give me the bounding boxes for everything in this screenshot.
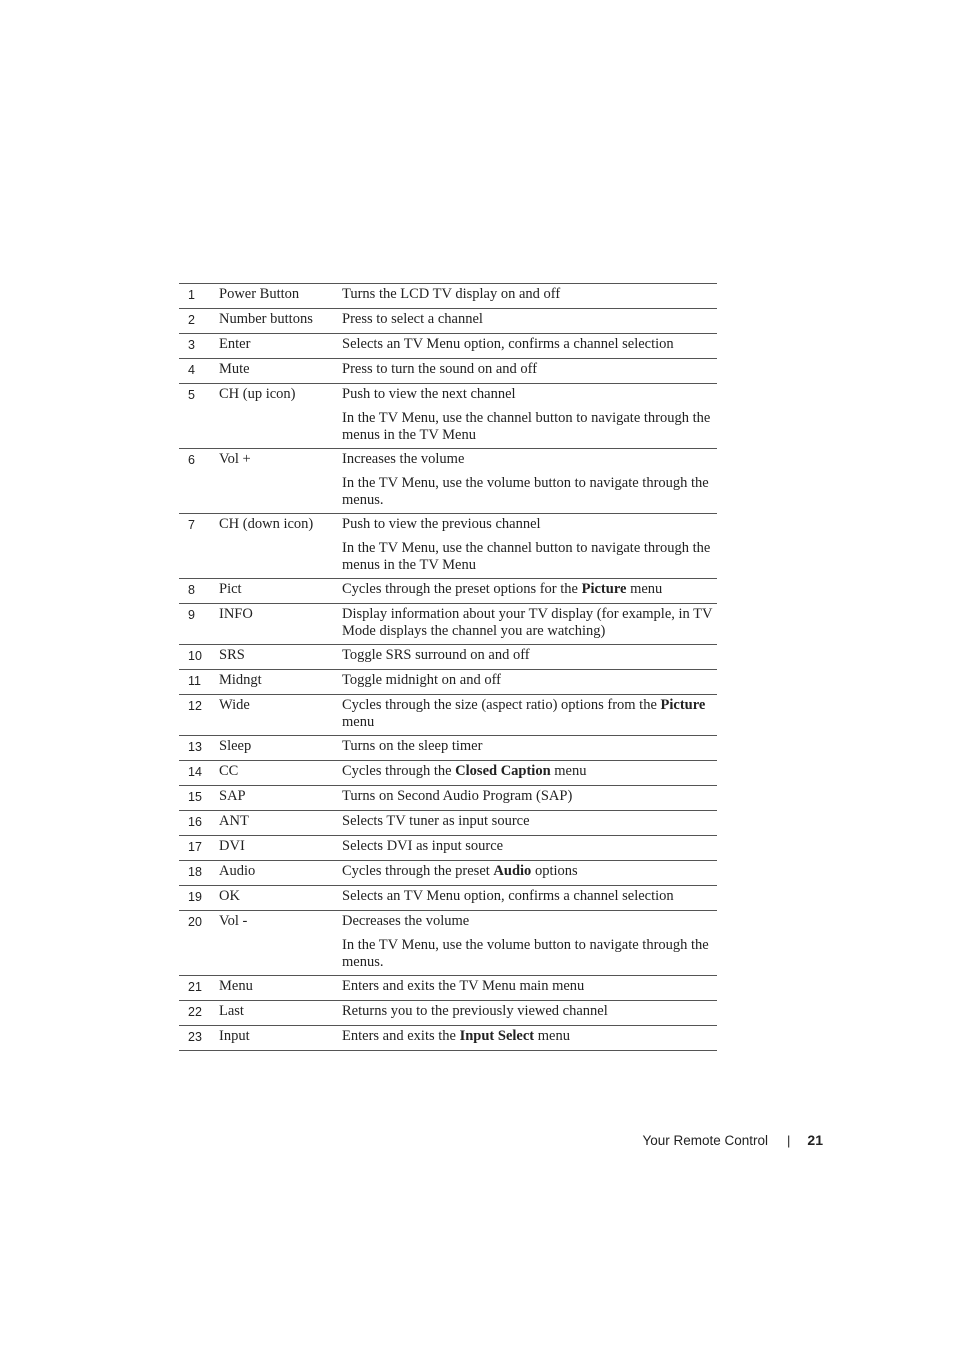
description-text: Press to select a channel bbox=[342, 311, 483, 327]
description-text: menu bbox=[626, 581, 663, 597]
description-text: Cycles through the size (aspect ratio) options from the bbox=[342, 697, 661, 713]
button-description bbox=[342, 888, 717, 906]
table-row bbox=[179, 384, 717, 449]
button-description bbox=[342, 738, 717, 756]
description-paragraph bbox=[342, 1028, 717, 1045]
button-description bbox=[342, 672, 717, 690]
description-text: In the TV Menu, use the volume button to navigate through the menus. bbox=[342, 937, 709, 970]
button-description bbox=[342, 311, 717, 329]
button-description bbox=[342, 581, 717, 599]
button-name: Midngt bbox=[219, 672, 262, 688]
description-text: Display information about your TV display (for example, in TV Mode displays the channel you are watching) bbox=[342, 606, 713, 639]
description-text: Turns the LCD TV display on and off bbox=[342, 286, 561, 302]
page-footer bbox=[642, 1132, 823, 1148]
row-number: 20 bbox=[188, 915, 202, 929]
row-number: 10 bbox=[188, 649, 202, 663]
button-name: SRS bbox=[219, 647, 245, 663]
table-row bbox=[179, 514, 717, 579]
row-number: 22 bbox=[188, 1005, 202, 1019]
button-description bbox=[342, 451, 717, 509]
description-text: Push to view the previous channel bbox=[342, 516, 541, 532]
description-paragraph bbox=[342, 410, 717, 444]
row-number: 18 bbox=[188, 865, 202, 879]
table-row bbox=[179, 811, 717, 836]
table-row bbox=[179, 911, 717, 976]
button-name: DVI bbox=[219, 838, 245, 854]
description-paragraph bbox=[342, 361, 717, 378]
menu-name: Closed Caption bbox=[455, 763, 551, 779]
description-text: menu bbox=[550, 763, 587, 779]
button-description bbox=[342, 913, 717, 971]
row-number: 15 bbox=[188, 790, 202, 804]
table-row bbox=[179, 695, 717, 736]
description-paragraph bbox=[342, 813, 717, 830]
description-text: Returns you to the previously viewed channel bbox=[342, 1003, 608, 1019]
description-text: menu bbox=[342, 714, 375, 730]
description-text: In the TV Menu, use the volume button to navigate through the menus. bbox=[342, 475, 709, 508]
table-row bbox=[179, 736, 717, 761]
description-text: Enters and exits the TV Menu main menu bbox=[342, 978, 585, 994]
description-text: Cycles through the preset bbox=[342, 863, 494, 879]
description-paragraph bbox=[342, 311, 717, 328]
row-number: 16 bbox=[188, 815, 202, 829]
button-name: Mute bbox=[219, 361, 250, 377]
button-description bbox=[342, 286, 717, 304]
button-description bbox=[342, 516, 717, 574]
description-paragraph bbox=[342, 581, 717, 598]
description-text: Toggle SRS surround on and off bbox=[342, 647, 530, 663]
description-text: options bbox=[531, 863, 578, 879]
description-paragraph bbox=[342, 888, 717, 905]
description-text: Turns on Second Audio Program (SAP) bbox=[342, 788, 573, 804]
table-row bbox=[179, 861, 717, 886]
description-text: Selects an TV Menu option, confirms a channel selection bbox=[342, 888, 674, 904]
description-paragraph bbox=[342, 386, 717, 403]
table-row bbox=[179, 836, 717, 861]
button-description bbox=[342, 1028, 717, 1046]
menu-name: Picture bbox=[581, 581, 627, 597]
description-text: Decreases the volume bbox=[342, 913, 470, 929]
description-paragraph bbox=[342, 937, 717, 971]
button-name: Power Button bbox=[219, 286, 300, 302]
button-description bbox=[342, 763, 717, 781]
description-paragraph bbox=[342, 516, 717, 533]
button-name: Sleep bbox=[219, 738, 252, 754]
button-description bbox=[342, 647, 717, 665]
row-number: 11 bbox=[188, 674, 201, 688]
button-description bbox=[342, 336, 717, 354]
page-number: 21 bbox=[807, 1132, 823, 1148]
description-text: Enters and exits the bbox=[342, 1028, 460, 1044]
row-number: 13 bbox=[188, 740, 202, 754]
description-text: Toggle midnight on and off bbox=[342, 672, 502, 688]
description-text: Cycles through the bbox=[342, 763, 456, 779]
description-paragraph bbox=[342, 475, 717, 509]
table-row bbox=[179, 449, 717, 514]
button-description bbox=[342, 978, 717, 996]
description-paragraph bbox=[342, 286, 717, 303]
footer-separator: | bbox=[787, 1132, 791, 1148]
button-name: Input bbox=[219, 1028, 250, 1044]
button-name: CH (down icon) bbox=[219, 516, 314, 532]
description-paragraph bbox=[342, 788, 717, 805]
button-description bbox=[342, 838, 717, 856]
button-name: CC bbox=[219, 763, 239, 779]
button-name: SAP bbox=[219, 788, 246, 804]
button-name: INFO bbox=[219, 606, 253, 622]
description-paragraph bbox=[342, 838, 717, 855]
button-description bbox=[342, 361, 717, 379]
menu-name: Audio bbox=[493, 863, 532, 879]
button-name: Last bbox=[219, 1003, 244, 1019]
description-paragraph bbox=[342, 913, 717, 930]
row-number: 17 bbox=[188, 840, 202, 854]
table-row bbox=[179, 670, 717, 695]
description-paragraph bbox=[342, 978, 717, 995]
button-name: Enter bbox=[219, 336, 251, 352]
description-text: Selects an TV Menu option, confirms a channel selection bbox=[342, 336, 674, 352]
row-number: 7 bbox=[188, 518, 195, 532]
button-description bbox=[342, 863, 717, 881]
row-number: 4 bbox=[188, 363, 195, 377]
row-number: 2 bbox=[188, 313, 195, 327]
description-paragraph bbox=[342, 451, 717, 468]
table-row bbox=[179, 786, 717, 811]
table-row bbox=[179, 359, 717, 384]
description-text: Selects TV tuner as input source bbox=[342, 813, 530, 829]
remote-buttons-table bbox=[179, 283, 717, 1051]
button-name: Vol + bbox=[219, 451, 251, 467]
description-text: In the TV Menu, use the channel button to navigate through the menus in the TV Menu bbox=[342, 410, 711, 443]
button-name: CH (up icon) bbox=[219, 386, 296, 402]
description-paragraph bbox=[342, 540, 717, 574]
description-paragraph bbox=[342, 1003, 717, 1020]
table-row bbox=[179, 604, 717, 645]
table-row bbox=[179, 334, 717, 359]
table-row bbox=[179, 309, 717, 334]
button-name: ANT bbox=[219, 813, 249, 829]
row-number: 8 bbox=[188, 583, 195, 597]
description-text: Cycles through the preset options for the bbox=[342, 581, 582, 597]
description-text: Selects DVI as input source bbox=[342, 838, 504, 854]
table-row bbox=[179, 976, 717, 1001]
table-row bbox=[179, 1001, 717, 1026]
row-number: 14 bbox=[188, 765, 202, 779]
table-row bbox=[179, 761, 717, 786]
description-text: Turns on the sleep timer bbox=[342, 738, 483, 754]
button-name: Vol - bbox=[219, 913, 248, 929]
button-description bbox=[342, 606, 717, 640]
description-text: menu bbox=[534, 1028, 570, 1044]
table-row bbox=[179, 1026, 717, 1051]
row-number: 9 bbox=[188, 608, 195, 622]
description-paragraph bbox=[342, 672, 717, 689]
menu-name: Input Select bbox=[459, 1028, 535, 1044]
button-description bbox=[342, 386, 717, 444]
table-row bbox=[179, 886, 717, 911]
row-number: 6 bbox=[188, 453, 195, 467]
button-name: OK bbox=[219, 888, 240, 904]
button-name: Audio bbox=[219, 863, 256, 879]
row-number: 12 bbox=[188, 699, 202, 713]
button-name: Pict bbox=[219, 581, 242, 597]
menu-name: Picture bbox=[660, 697, 706, 713]
button-name: Number buttons bbox=[219, 311, 313, 327]
footer-section-title: Your Remote Control bbox=[642, 1132, 769, 1148]
button-description bbox=[342, 1003, 717, 1021]
table-row bbox=[179, 645, 717, 670]
row-number: 3 bbox=[188, 338, 195, 352]
row-number: 1 bbox=[188, 288, 195, 302]
description-text: Press to turn the sound on and off bbox=[342, 361, 538, 377]
description-paragraph bbox=[342, 606, 717, 640]
button-description bbox=[342, 788, 717, 806]
table-row bbox=[179, 284, 717, 309]
description-paragraph bbox=[342, 738, 717, 755]
button-name: Menu bbox=[219, 978, 253, 994]
description-paragraph bbox=[342, 697, 717, 731]
button-description bbox=[342, 697, 717, 731]
row-number: 21 bbox=[188, 980, 202, 994]
row-number: 23 bbox=[188, 1030, 202, 1044]
row-number: 5 bbox=[188, 388, 195, 402]
description-text: Push to view the next channel bbox=[342, 386, 516, 402]
button-description bbox=[342, 813, 717, 831]
description-paragraph bbox=[342, 336, 717, 353]
description-text: In the TV Menu, use the channel button to navigate through the menus in the TV Menu bbox=[342, 540, 711, 573]
description-paragraph bbox=[342, 763, 717, 780]
description-paragraph bbox=[342, 863, 717, 880]
description-text: Increases the volume bbox=[342, 451, 465, 467]
description-paragraph bbox=[342, 647, 717, 664]
row-number: 19 bbox=[188, 890, 202, 904]
button-name: Wide bbox=[219, 697, 250, 713]
table-row bbox=[179, 579, 717, 604]
